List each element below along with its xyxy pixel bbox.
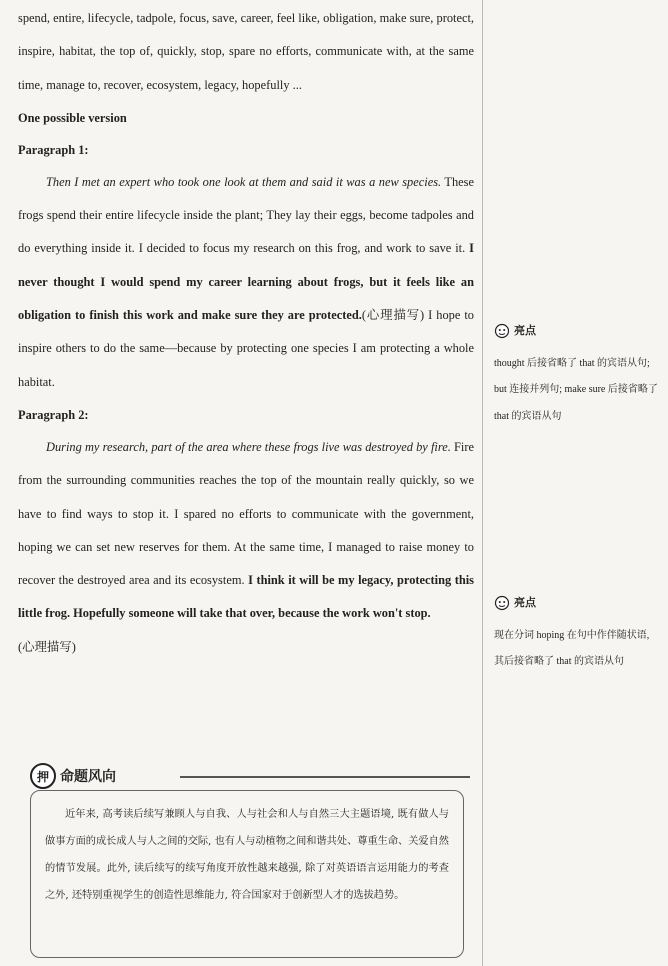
note-1-header <box>494 318 660 345</box>
column-divider <box>482 0 483 966</box>
paragraph-2-text-a: Fire from the surrounding communities reaches the top of the mountain really quickly, so we have to find ways to stop it. I spared no efforts to communicate with the government, hoping we can set new reserves for them. At the same time, I managed to raise money to recover the destroyed area and its ecosystem. <box>18 439 474 588</box>
note-1-text: thought 后接省略了 that 的宾语从句; but 连接并列句; make sure 后接省略了 that 的宾语从句 <box>494 357 658 422</box>
paragraph-2 <box>18 431 474 631</box>
vocabulary-list: spend, entire, lifecycle, tadpole, focus, save, career, feel like, obligation, make sure, protect, inspire, habitat, the top of, quickly, stop, spare no efforts, communicate with, at the same time, manage to, recover, ecosystem, legacy, hopefully ... <box>18 11 474 92</box>
paragraph-2-highlight: I think it will be my legacy, protecting this little frog. Hopefully someone will take that over, because the work won't stop. <box>18 573 474 621</box>
tip-header <box>30 763 470 789</box>
paragraph-1 <box>18 166 474 399</box>
note-2-label: 亮点 <box>514 597 536 609</box>
tip-title-wrap <box>30 763 116 789</box>
paragraph-2-given-start: During my research, part of the area where these frogs live was destroyed by fire. <box>46 439 451 454</box>
paragraph-1-text-a: These frogs spend their entire lifecycle inside the plant; They lay their eggs, become tadpoles and do everything inside it. I decided to focus my research on this frog, and work to save it. <box>18 174 474 256</box>
tip-box <box>30 790 464 958</box>
note-2-header <box>494 590 660 617</box>
tip-body: 近年来, 高考读后续写兼顾人与自我、人与社会和人与自然三大主题语境, 既有做人与做事方面的成长成人与人之间的交际, 也有人与动植物之间和谐共处、尊重生命、关爱自然的情节发展。此外, 读后续写的续写角度开放性越来越强, 除了对英语语言运用能力的考查之外, 还特别重视学生的创造性思维能力, 符合国家对于创新型人才的选拔趋势。 <box>45 809 449 901</box>
paragraph-2-tag: (心理描写) <box>18 639 76 654</box>
tip-badge: 押 <box>30 763 56 789</box>
version-heading: One possible version <box>18 110 127 125</box>
paragraph-1-heading: Paragraph 1: <box>18 142 89 157</box>
paragraph-1-text-b: I hope to inspire others to do the same—because by protecting one species I am protecting a whole habitat. <box>18 308 474 389</box>
face-sticker-icon <box>494 323 510 339</box>
note-1-label: 亮点 <box>514 325 536 337</box>
paragraph-1-highlight: I never thought I would spend my career learning about frogs, but it feels like an obligation to finish this work and make sure they are protected. <box>18 241 474 323</box>
tip-header-rule <box>180 776 470 778</box>
paragraph-1-given-start: Then I met an expert who took one look at them and said it was a new species. <box>46 174 442 189</box>
main-column <box>18 0 474 664</box>
highlight-note-1 <box>494 318 660 430</box>
face-sticker-icon <box>494 595 510 611</box>
note-2-text: 现在分词 hoping 在句中作伴随状语, 其后接省略了 that 的宾语从句 <box>494 629 650 667</box>
paragraph-2-heading: Paragraph 2: <box>18 407 89 422</box>
tip-title: 命题风向 <box>60 769 116 785</box>
highlight-note-2 <box>494 590 660 676</box>
paragraph-1-tag: (心理描写) <box>361 308 425 323</box>
